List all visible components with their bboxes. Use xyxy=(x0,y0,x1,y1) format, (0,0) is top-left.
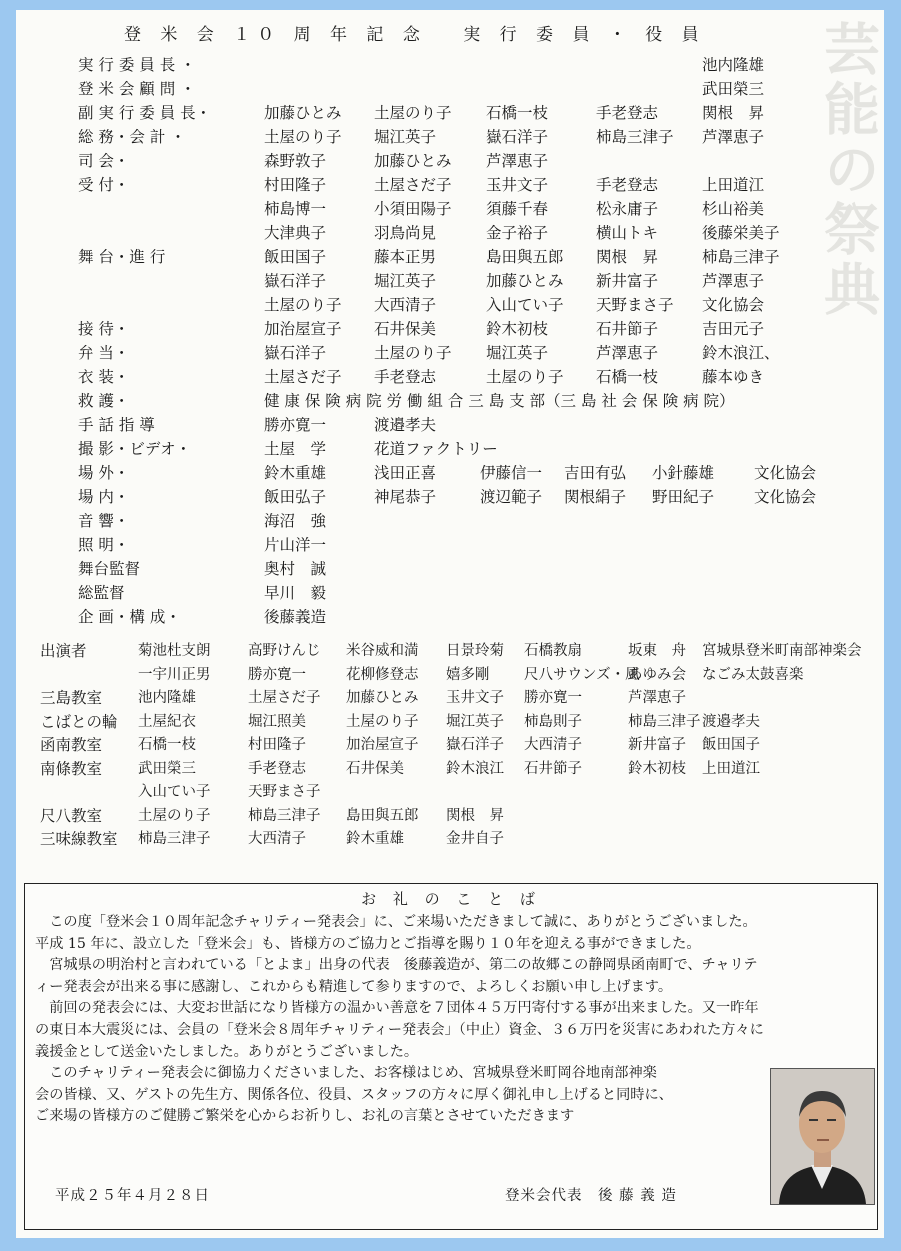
performer-name: 尺八サウンズ・風 xyxy=(524,666,640,683)
member-name: 村田隆子 xyxy=(264,176,327,194)
committee-row xyxy=(16,534,876,556)
bleed-through-text: 芸能の祭典 xyxy=(815,20,881,320)
member-name: 土屋のり子 xyxy=(264,128,342,146)
member-name: 新井富子 xyxy=(596,272,659,290)
member-name: 後藤栄美子 xyxy=(702,224,780,242)
thanks-line: 宮城県の明治村と言われている「とよま」出身の代表 後藤義造が、第二の故郷この静岡県函南町で、チャリテ xyxy=(35,957,758,974)
member-name: 鈴木重雄 xyxy=(264,464,327,482)
member-name: 島田與五郎 xyxy=(486,248,564,266)
committee-row xyxy=(16,270,876,292)
member-name: 加藤ひとみ xyxy=(264,104,342,122)
thanks-line: この度「登米会１０周年記念チャリティー発表会」に、ご来場いただきまして誠に、ありがとうございました。 xyxy=(35,914,757,930)
member-name: 鈴木初枝 xyxy=(486,320,549,338)
page-title: 登 米 会 １０ 周 年 記 念 実 行 委 員 ・ 役 員 xyxy=(124,25,706,45)
performer-name: 飯田国子 xyxy=(702,737,760,753)
class-label: 三島教室 xyxy=(40,689,103,707)
member-name: 芦澤恵子 xyxy=(702,128,765,146)
member-name: 土屋さだ子 xyxy=(374,176,452,194)
role-label: 場 内・ xyxy=(78,488,130,506)
member-name: 花道ファクトリー xyxy=(374,440,498,458)
member-name: 神尾恭子 xyxy=(374,488,437,506)
performer-name: 大西清子 xyxy=(524,737,582,753)
role-label: 登 米 会 顧 問 ・ xyxy=(78,80,196,98)
committee-row xyxy=(16,558,876,580)
member-name: 玉井文子 xyxy=(486,176,549,194)
thanks-line: ィー発表会が出来る事に感謝し、これからも精進して参りますので、よろしくお願い申し上げます。 xyxy=(35,978,673,995)
committee-row xyxy=(16,294,876,316)
role-label: 弁 当・ xyxy=(78,344,130,362)
thanks-line: ご来場の皆様方のご健勝ご繁栄を心からお祈りし、お礼の言葉とさせていただきます xyxy=(35,1108,575,1125)
member-name: 芦澤恵子 xyxy=(596,344,659,362)
member-name: 健 康 保 険 病 院 労 働 組 合 三 島 支 部（三 島 社 会 保 険 病 院） xyxy=(264,392,735,410)
performer-name: 柿島三津子 xyxy=(628,713,701,730)
member-name: 石橋一枝 xyxy=(596,368,659,386)
member-name: 土屋 学 xyxy=(264,440,327,458)
performer-name: 渡邉孝夫 xyxy=(702,713,760,730)
committee-row xyxy=(16,414,876,436)
performer-name: 大西清子 xyxy=(248,831,306,847)
thanks-date: 平成２５年４月２８日 xyxy=(55,1188,210,1204)
member-name: 土屋のり子 xyxy=(264,296,342,314)
member-name: 杉山裕美 xyxy=(702,200,765,218)
committee-row xyxy=(16,510,876,532)
member-name: 野田紀子 xyxy=(652,488,715,506)
member-name: 芦澤恵子 xyxy=(702,272,765,290)
class-label: 函南教室 xyxy=(40,736,103,754)
member-name: 小須田陽子 xyxy=(374,200,452,218)
thanks-title: お 礼 の こ と ば xyxy=(361,890,541,908)
committee-row xyxy=(16,390,876,412)
performer-name: 天野まさ子 xyxy=(248,784,321,800)
performer-name: 嬉多剛 xyxy=(446,666,490,683)
role-label: 総 務・会 計 ・ xyxy=(78,128,186,146)
committee-row xyxy=(16,582,876,604)
performer-name: 坂東 舟 xyxy=(628,643,686,659)
performer-row xyxy=(16,828,876,850)
performer-name: 石井保美 xyxy=(346,760,404,777)
role-label: 音 響・ xyxy=(78,512,130,530)
committee-row xyxy=(16,438,876,460)
class-label: 三味線教室 xyxy=(40,830,118,848)
performer-name: 新井富子 xyxy=(628,737,686,753)
member-name: 藤本正男 xyxy=(374,248,437,266)
member-name: 武田榮三 xyxy=(702,80,765,98)
performer-name: 高野けんじ xyxy=(248,643,321,659)
committee-row xyxy=(16,366,876,388)
performer-name: なごみ太鼓喜楽 xyxy=(702,666,804,683)
role-label: 手 話 指 導 xyxy=(78,416,155,434)
member-name: 渡邉孝夫 xyxy=(374,416,437,434)
member-name: 手老登志 xyxy=(374,368,437,386)
performer-name: 池内隆雄 xyxy=(138,690,196,706)
thanks-box xyxy=(24,883,878,1230)
member-name: 加治屋宣子 xyxy=(264,320,342,338)
performer-name: 菊池杜支朗 xyxy=(138,643,211,659)
member-name: 土屋のり子 xyxy=(374,344,452,362)
member-name: 文化協会 xyxy=(702,296,765,314)
committee-row xyxy=(16,102,876,124)
member-name: 森野敦子 xyxy=(264,152,327,170)
member-name: 松永庸子 xyxy=(596,200,659,218)
performer-name: 柿島三津子 xyxy=(248,807,321,824)
member-name: 芦澤恵子 xyxy=(486,152,549,170)
performer-name: 柿島則子 xyxy=(524,713,582,730)
member-name: 上田道江 xyxy=(702,176,765,194)
performer-name: 石橋教扇 xyxy=(524,643,582,659)
role-label: 実 行 委 員 長 ・ xyxy=(78,56,196,74)
member-name: 浅田正喜 xyxy=(374,464,437,482)
class-label: 尺八教室 xyxy=(40,806,103,825)
thanks-line: の東日本大震災には、会員の「登米会８周年チャリティー発表会」（中止）資金、３６万円を災害にあわれた方々に xyxy=(35,1022,764,1038)
role-label: 撮 影・ビデオ・ xyxy=(78,440,192,458)
thanks-line: 平成 15 年に、設立した「登米会」も、皆様方のご協力とご指導を賜り１０年を迎える事ができました。 xyxy=(35,935,701,952)
member-name: 海沼 強 xyxy=(264,512,327,530)
member-name: 土屋のり子 xyxy=(374,104,452,122)
performer-name: 入山てい子 xyxy=(138,784,211,800)
member-name: 池内隆雄 xyxy=(702,56,765,74)
committee-row xyxy=(16,174,876,196)
member-name: 羽鳥尚見 xyxy=(374,224,437,242)
performer-row xyxy=(16,805,876,827)
role-label: 照 明・ xyxy=(78,536,130,554)
performer-name: 村田隆子 xyxy=(248,737,306,753)
class-label: 出演者 xyxy=(40,642,87,660)
performer-name: 手老登志 xyxy=(248,760,306,777)
member-name: 伊藤信一 xyxy=(480,464,543,482)
member-name: 早川 毅 xyxy=(264,584,327,602)
member-name: 手老登志 xyxy=(596,104,659,122)
member-name: 金子裕子 xyxy=(486,224,549,242)
member-name: 天野まさ子 xyxy=(596,296,674,314)
performer-name: 土屋のり子 xyxy=(138,807,211,824)
member-name: 関根 昇 xyxy=(702,104,765,122)
role-label: 衣 装・ xyxy=(78,368,130,386)
committee-row xyxy=(16,342,876,364)
committee-row xyxy=(16,222,876,244)
member-name: 石井保美 xyxy=(374,320,437,338)
thanks-line: このチャリティー発表会に御協力くださいました、お客様はじめ、宮城県登米町岡谷地南部神楽 xyxy=(35,1065,657,1082)
performer-name: あゆみ会 xyxy=(628,666,686,683)
member-name: 手老登志 xyxy=(596,176,659,194)
performer-name: 嶽石洋子 xyxy=(446,737,504,753)
member-name: 嶽石洋子 xyxy=(264,344,327,362)
member-name: 関根絹子 xyxy=(564,488,627,506)
member-name: 後藤義造 xyxy=(264,608,327,626)
member-name: 堀江英子 xyxy=(374,272,437,290)
performer-row xyxy=(16,734,876,756)
performer-name: 島田與五郎 xyxy=(346,807,419,824)
member-name: 石井節子 xyxy=(596,320,659,338)
committee-row xyxy=(16,462,876,484)
performer-name: 米谷威和満 xyxy=(346,643,419,659)
performer-row xyxy=(16,640,876,662)
program-sheet xyxy=(16,10,884,1238)
member-name: 大津典子 xyxy=(264,224,327,242)
performer-name: 武田榮三 xyxy=(138,760,196,777)
member-name: 土屋のり子 xyxy=(486,368,564,386)
role-label: 救 護・ xyxy=(78,392,130,410)
role-label: 総監督 xyxy=(78,584,125,602)
member-name: 堀江英子 xyxy=(374,128,437,146)
performer-name: 玉井文子 xyxy=(446,690,504,706)
member-name: 小針藤雄 xyxy=(652,464,715,482)
performer-name: 勝亦寛一 xyxy=(524,690,582,706)
portrait-image xyxy=(771,1069,874,1204)
member-name: 嶽石洋子 xyxy=(486,128,549,146)
committee-row xyxy=(16,606,876,628)
committee-row xyxy=(16,150,876,172)
performer-name: 加治屋宣子 xyxy=(346,737,419,753)
performer-name: 堀江英子 xyxy=(446,713,504,730)
class-label: 南條教室 xyxy=(40,759,103,778)
member-name: 吉田元子 xyxy=(702,320,765,338)
thanks-representative: 登米会代表 後 藤 義 造 xyxy=(505,1188,677,1204)
performer-name: 柿島三津子 xyxy=(138,831,211,847)
member-name: 藤本ゆき xyxy=(702,368,765,386)
role-label: 副 実 行 委 員 長・ xyxy=(78,104,212,122)
performer-row xyxy=(16,687,876,709)
performer-name: 関根 昇 xyxy=(446,807,504,824)
performer-name: 石橋一枝 xyxy=(138,737,196,753)
performer-name: 勝亦寛一 xyxy=(248,666,306,683)
member-name: 文化協会 xyxy=(754,464,817,482)
performer-name: 芦澤恵子 xyxy=(628,690,686,706)
performer-name: 日景玲菊 xyxy=(446,643,504,659)
role-label: 企 画・構 成・ xyxy=(78,608,181,626)
member-name: 渡辺範子 xyxy=(480,488,543,506)
committee-row xyxy=(16,54,876,76)
member-name: 飯田弘子 xyxy=(264,488,327,506)
performer-name: 土屋紀衣 xyxy=(138,713,196,730)
member-name: 奥村 誠 xyxy=(264,560,327,578)
member-name: 嶽石洋子 xyxy=(264,272,327,290)
member-name: 関根 昇 xyxy=(596,248,659,266)
role-label: 受 付・ xyxy=(78,176,130,194)
member-name: 堀江英子 xyxy=(486,344,549,362)
performer-name: 宮城県登米町南部神楽会 xyxy=(702,643,862,659)
member-name: 勝亦寛一 xyxy=(264,416,327,434)
member-name: 柿島博一 xyxy=(264,200,327,218)
member-name: 柿島三津子 xyxy=(702,248,780,266)
role-label: 舞 台・進 行 xyxy=(78,248,166,266)
member-name: 吉田有弘 xyxy=(564,464,627,482)
committee-row xyxy=(16,126,876,148)
member-name: 加藤ひとみ xyxy=(374,152,452,170)
role-label: 司 会・ xyxy=(78,152,130,170)
class-label: こばとの輪 xyxy=(40,712,118,731)
member-name: 須藤千春 xyxy=(486,200,549,218)
performer-name: 金井自子 xyxy=(446,831,504,847)
committee-row xyxy=(16,198,876,220)
committee-row xyxy=(16,246,876,268)
performer-name: 鈴木浪江 xyxy=(446,760,504,777)
performer-row xyxy=(16,711,876,733)
performer-name: 鈴木初枝 xyxy=(628,760,686,777)
member-name: 入山てい子 xyxy=(486,296,564,314)
performer-row xyxy=(16,781,876,803)
performer-name: 堀江照美 xyxy=(248,713,306,730)
member-name: 加藤ひとみ xyxy=(486,272,564,290)
representative-photo xyxy=(770,1068,875,1205)
role-label: 場 外・ xyxy=(78,464,130,482)
performer-row xyxy=(16,758,876,780)
performer-name: 上田道江 xyxy=(702,760,760,777)
member-name: 片山洋一 xyxy=(264,536,327,554)
thanks-line: 会の皆様、又、ゲストの先生方、関係各位、役員、スタッフの方々に厚く御礼申し上げると同時に、 xyxy=(35,1086,673,1103)
thanks-line: 義援金として送金いたしました。ありがとうございました。 xyxy=(35,1043,419,1060)
committee-row xyxy=(16,78,876,100)
thanks-line: 前回の発表会には、大変お世話になり皆様方の温かい善意を７団体４５万円寄付する事が出来ました。又一昨年 xyxy=(35,1000,759,1017)
member-name: 文化協会 xyxy=(754,488,817,506)
role-label: 接 待・ xyxy=(78,320,130,338)
performer-name: 花柳修登志 xyxy=(346,666,419,683)
member-name: 横山トキ xyxy=(596,224,659,242)
member-name: 柿島三津子 xyxy=(596,128,674,146)
member-name: 石橋一枝 xyxy=(486,104,549,122)
role-label: 舞台監督 xyxy=(78,560,141,578)
committee-row xyxy=(16,318,876,340)
member-name: 鈴木浪江、 xyxy=(702,344,780,362)
performer-name: 石井節子 xyxy=(524,760,582,777)
member-name: 飯田国子 xyxy=(264,248,327,266)
performer-name: 土屋さだ子 xyxy=(248,690,321,706)
performer-name: 鈴木重雄 xyxy=(346,831,404,847)
performer-name: 加藤ひとみ xyxy=(346,690,419,706)
committee-row xyxy=(16,486,876,508)
member-name: 土屋さだ子 xyxy=(264,368,342,386)
member-name: 大西清子 xyxy=(374,296,437,314)
performer-name: 一宇川正男 xyxy=(138,666,211,683)
performer-row xyxy=(16,664,876,686)
performer-name: 土屋のり子 xyxy=(346,713,419,730)
